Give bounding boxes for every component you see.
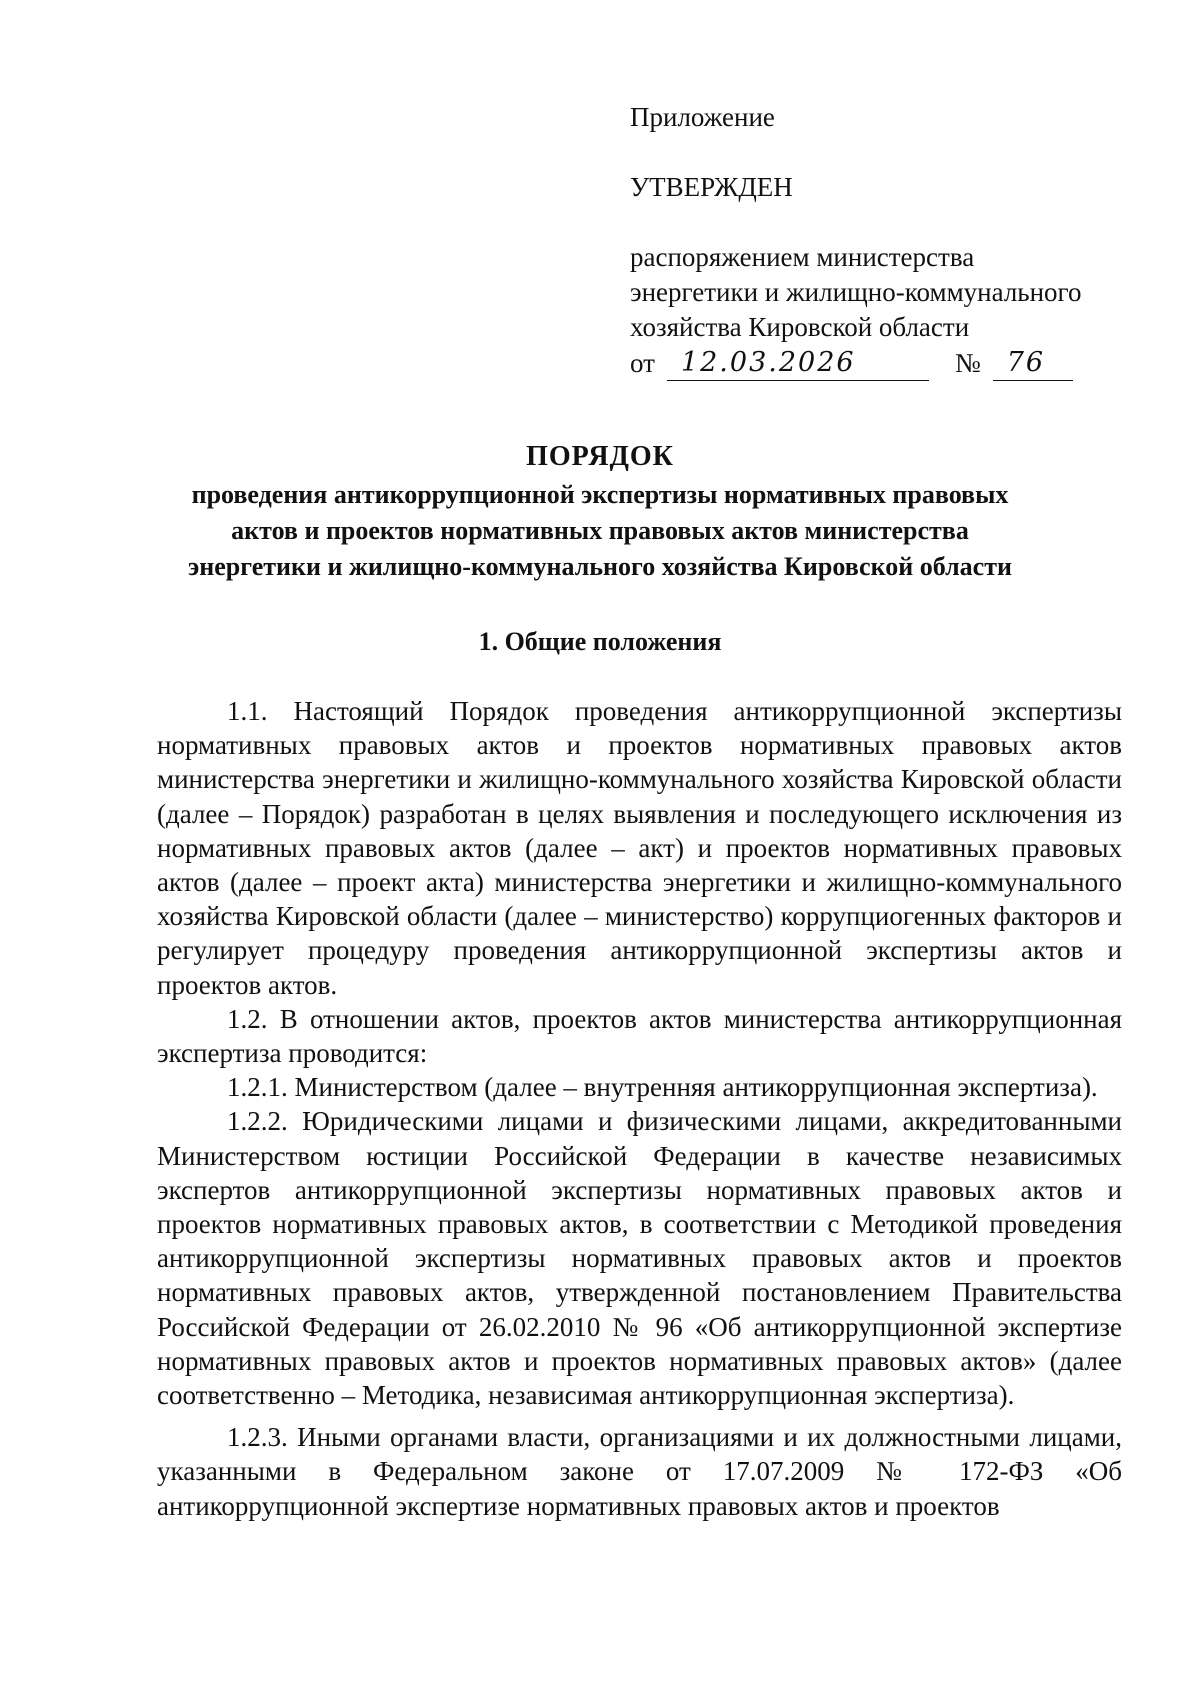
subtitle-line: проведения антикоррупционной экспертизы нормативных правовых [191, 480, 1009, 509]
date-prefix: от [630, 348, 655, 378]
paragraph-1-2-1: 1.2.1. Министерством (далее – внутренняя антикоррупционная экспертиза). [227, 1072, 1098, 1103]
section-heading: 1. Общие положения [478, 627, 722, 656]
document-subtitle [150, 477, 1050, 585]
paragraph-1-2-2: 1.2.2. Юридическими лицами и физическими лицами, аккредитованными Министерством юстиции Российской Федерации в качестве независимых экспертов антикоррупционной экспертизы нормативных правовых актов и проектов нормативных правовых актов, в соответствии с Методикой проведения антикоррупционной экспертизы нормативных правовых актов и проектов нормативных правовых актов, утвержденной постановлением Правительства Российской Федерации от 26.02.2010 № 96 «Об антикоррупционной экспертизе нормативных правовых актов и проектов нормативных правовых актов» (далее соответственно – Методика, независимая антикоррупционная экспертиза). [157, 1106, 1122, 1411]
appendix-label: Приложение [630, 102, 775, 132]
subtitle-line: энергетики и жилищно-коммунального хозяйства Кировской области [188, 552, 1012, 581]
paragraph-1-2: 1.2. В отношении актов, проектов актов министерства антикоррупционная экспертиза проводится: [157, 1003, 1122, 1069]
document-body [157, 694, 1122, 1523]
order-line: энергетики и жилищно-коммунального [630, 277, 1082, 307]
handwritten-number: 76 [993, 345, 1073, 381]
date-number-row [630, 345, 1081, 381]
paragraph-1-1: 1.1. Настоящий Порядок проведения антикоррупционной экспертизы нормативных правовых актов и проектов нормативных правовых актов министерства энергетики и жилищно-коммунального хозяйства Кировской области (далее – Порядок) разработан в целях выявления и последующего исключения из нормативных правовых актов (далее – акт) и проектов нормативных правовых актов (далее – проект акта) министерства энергетики и жилищно-коммунального хозяйства Кировской области (далее – министерство) коррупциогенных факторов и регулирует процедуру проведения антикоррупционной экспертизы актов и проектов актов. [157, 696, 1122, 1000]
approved-label: УТВЕРЖДЕН [630, 172, 793, 202]
order-line: распоряжением министерства [630, 242, 975, 272]
approval-order-text [630, 240, 1081, 381]
document-title: ПОРЯДОК [526, 441, 674, 472]
order-line: хозяйства Кировской области [630, 312, 970, 342]
handwritten-date: 12.03.2026 [667, 345, 929, 381]
paragraph-1-2-3: 1.2.3. Иными органами власти, организациями и их должностными лицами, указанными в Федеральном законе от 17.07.2009 № 172-ФЗ «Об антикоррупционной экспертизе нормативных правовых актов и проектов [157, 1422, 1122, 1521]
number-prefix: № [954, 348, 981, 378]
document-title-block [150, 441, 1050, 585]
subtitle-line: актов и проектов нормативных правовых актов министерства [231, 516, 969, 545]
